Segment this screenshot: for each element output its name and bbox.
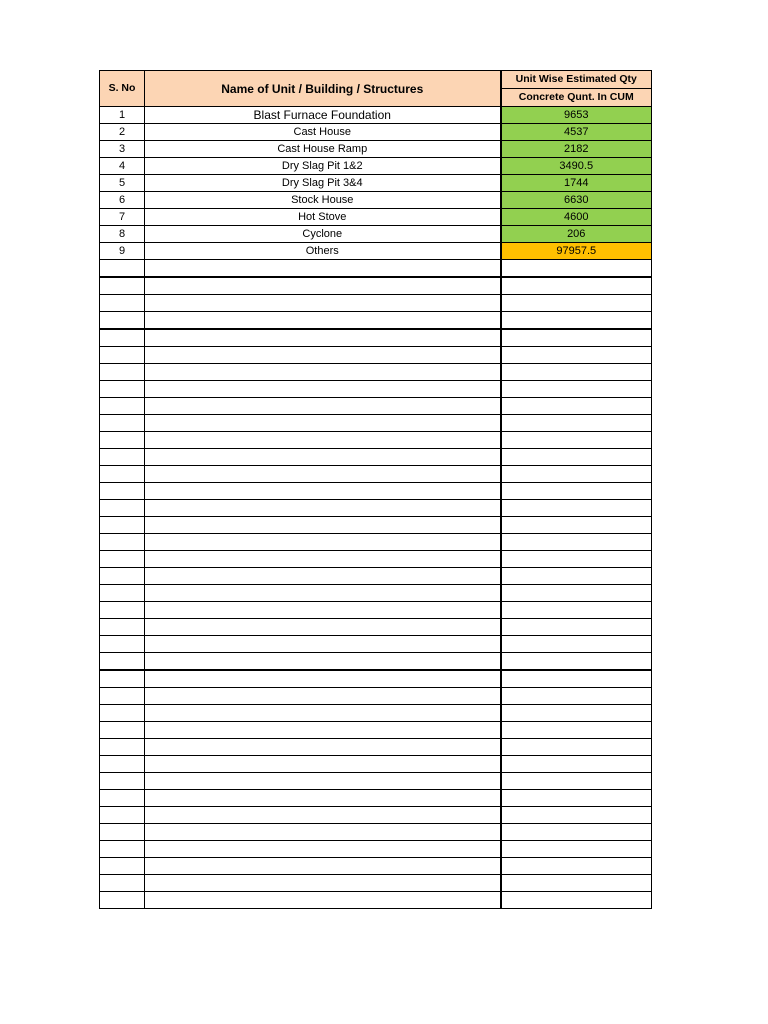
cell-qty — [501, 415, 652, 432]
cell-name — [145, 824, 501, 841]
table-row — [100, 534, 652, 551]
cell-qty — [501, 432, 652, 449]
cell-name: Cast House — [145, 124, 501, 141]
cell-name: Others — [145, 243, 501, 260]
cell-sno — [100, 824, 145, 841]
cell-sno — [100, 858, 145, 875]
cell-qty — [501, 312, 652, 330]
cell-qty — [501, 722, 652, 739]
cell-name: Cyclone — [145, 226, 501, 243]
table-row — [100, 449, 652, 466]
table-row — [100, 466, 652, 483]
cell-sno — [100, 585, 145, 602]
cell-name — [145, 636, 501, 653]
cell-sno — [100, 568, 145, 585]
cell-name — [145, 688, 501, 705]
cell-qty — [501, 568, 652, 585]
cell-name — [145, 381, 501, 398]
table-row — [100, 705, 652, 722]
cell-name — [145, 841, 501, 858]
table-row — [100, 858, 652, 875]
cell-qty — [501, 875, 652, 892]
table-row — [100, 636, 652, 653]
cell-qty — [501, 534, 652, 551]
table-row — [100, 398, 652, 415]
cell-name — [145, 517, 501, 534]
cell-sno: 6 — [100, 192, 145, 209]
table-row — [100, 653, 652, 671]
table-row — [100, 841, 652, 858]
cell-sno — [100, 312, 145, 330]
table-row — [100, 107, 652, 124]
cell-qty: 3490.5 — [501, 158, 652, 175]
table-row — [100, 756, 652, 773]
cell-name — [145, 295, 501, 312]
table-row — [100, 875, 652, 892]
table-row — [100, 158, 652, 175]
cell-qty: 2182 — [501, 141, 652, 158]
table-row — [100, 739, 652, 756]
cell-qty — [501, 585, 652, 602]
cell-name — [145, 347, 501, 364]
cell-sno — [100, 364, 145, 381]
cell-name — [145, 653, 501, 671]
cell-qty — [501, 619, 652, 636]
table-row — [100, 260, 652, 278]
cell-sno — [100, 619, 145, 636]
table-row — [100, 192, 652, 209]
table-row — [100, 773, 652, 790]
table-row — [100, 585, 652, 602]
cell-qty: 97957.5 — [501, 243, 652, 260]
table-row — [100, 329, 652, 347]
cell-sno — [100, 483, 145, 500]
cell-sno — [100, 415, 145, 432]
cell-sno — [100, 773, 145, 790]
table-row — [100, 568, 652, 585]
cell-qty — [501, 449, 652, 466]
cell-name — [145, 875, 501, 892]
cell-sno — [100, 398, 145, 415]
cell-qty — [501, 841, 652, 858]
table-row — [100, 670, 652, 688]
table-row — [100, 722, 652, 739]
cell-sno — [100, 449, 145, 466]
cell-qty — [501, 636, 652, 653]
cell-sno — [100, 260, 145, 278]
table-row — [100, 602, 652, 619]
cell-qty — [501, 773, 652, 790]
cell-sno: 3 — [100, 141, 145, 158]
cell-name: Stock House — [145, 192, 501, 209]
table-row — [100, 364, 652, 381]
cell-name — [145, 500, 501, 517]
cell-qty: 9653 — [501, 107, 652, 124]
cell-qty — [501, 398, 652, 415]
cell-name — [145, 551, 501, 568]
cell-sno — [100, 841, 145, 858]
table-row — [100, 790, 652, 807]
table-row — [100, 175, 652, 192]
cell-sno: 4 — [100, 158, 145, 175]
cell-sno — [100, 534, 145, 551]
cell-name — [145, 602, 501, 619]
table-row — [100, 124, 652, 141]
table-row — [100, 807, 652, 824]
cell-name — [145, 858, 501, 875]
cell-name — [145, 466, 501, 483]
table-row — [100, 209, 652, 226]
table-row — [100, 517, 652, 534]
cell-qty — [501, 705, 652, 722]
cell-qty — [501, 824, 652, 841]
table-row — [100, 415, 652, 432]
cell-name — [145, 773, 501, 790]
cell-sno — [100, 790, 145, 807]
cell-name — [145, 619, 501, 636]
cell-qty — [501, 670, 652, 688]
cell-sno — [100, 329, 145, 347]
table-row — [100, 226, 652, 243]
cell-qty — [501, 551, 652, 568]
cell-sno — [100, 295, 145, 312]
cell-qty: 1744 — [501, 175, 652, 192]
header-qty-top: Unit Wise Estimated Qty — [501, 71, 652, 89]
cell-sno — [100, 807, 145, 824]
cell-name — [145, 585, 501, 602]
cell-sno — [100, 602, 145, 619]
table-row — [100, 892, 652, 909]
cell-name — [145, 534, 501, 551]
cell-sno — [100, 892, 145, 909]
cell-name — [145, 483, 501, 500]
table-row — [100, 551, 652, 568]
cell-qty — [501, 739, 652, 756]
cell-name — [145, 807, 501, 824]
cell-name: Blast Furnace Foundation — [145, 107, 501, 124]
cell-sno — [100, 500, 145, 517]
table-row — [100, 295, 652, 312]
cell-name: Hot Stove — [145, 209, 501, 226]
header-qty-bottom: Concrete Qunt. In CUM — [501, 89, 652, 107]
cell-name — [145, 756, 501, 773]
cell-qty — [501, 517, 652, 534]
table-row — [100, 824, 652, 841]
cell-qty — [501, 347, 652, 364]
cell-qty — [501, 381, 652, 398]
table-row — [100, 347, 652, 364]
cell-name — [145, 790, 501, 807]
header-name: Name of Unit / Building / Structures — [145, 71, 501, 107]
cell-sno — [100, 551, 145, 568]
cell-qty — [501, 602, 652, 619]
cell-sno: 7 — [100, 209, 145, 226]
table-row — [100, 688, 652, 705]
cell-sno — [100, 722, 145, 739]
cell-name — [145, 329, 501, 347]
cell-sno: 5 — [100, 175, 145, 192]
cell-qty: 6630 — [501, 192, 652, 209]
cell-sno — [100, 636, 145, 653]
table-row — [100, 432, 652, 449]
cell-qty — [501, 653, 652, 671]
cell-sno — [100, 739, 145, 756]
cell-sno — [100, 381, 145, 398]
cell-qty — [501, 790, 652, 807]
cell-sno — [100, 875, 145, 892]
cell-qty — [501, 500, 652, 517]
cell-name — [145, 312, 501, 330]
cell-name: Cast House Ramp — [145, 141, 501, 158]
cell-name — [145, 892, 501, 909]
cell-name — [145, 277, 501, 295]
cell-name: Dry Slag Pit 3&4 — [145, 175, 501, 192]
cell-name — [145, 432, 501, 449]
table-row — [100, 312, 652, 330]
cell-qty: 4600 — [501, 209, 652, 226]
cell-sno: 2 — [100, 124, 145, 141]
cell-name — [145, 739, 501, 756]
cell-sno — [100, 670, 145, 688]
header-row — [100, 71, 652, 89]
cell-name — [145, 415, 501, 432]
concrete-quantity-table — [99, 70, 652, 909]
cell-name — [145, 670, 501, 688]
cell-sno — [100, 466, 145, 483]
cell-name — [145, 449, 501, 466]
table-row — [100, 483, 652, 500]
cell-sno — [100, 432, 145, 449]
cell-sno: 1 — [100, 107, 145, 124]
cell-sno: 8 — [100, 226, 145, 243]
cell-sno — [100, 688, 145, 705]
cell-sno — [100, 756, 145, 773]
table-row — [100, 277, 652, 295]
cell-qty — [501, 466, 652, 483]
header-sno: S. No — [100, 71, 145, 107]
cell-qty — [501, 858, 652, 875]
cell-qty — [501, 807, 652, 824]
table-row — [100, 141, 652, 158]
cell-qty — [501, 756, 652, 773]
cell-qty — [501, 260, 652, 278]
table-row — [100, 381, 652, 398]
cell-qty — [501, 364, 652, 381]
cell-name — [145, 260, 501, 278]
cell-sno — [100, 347, 145, 364]
cell-sno — [100, 653, 145, 671]
cell-qty — [501, 688, 652, 705]
table-row — [100, 619, 652, 636]
cell-qty — [501, 483, 652, 500]
cell-qty — [501, 892, 652, 909]
cell-qty — [501, 329, 652, 347]
table-row — [100, 500, 652, 517]
cell-sno — [100, 705, 145, 722]
cell-name — [145, 398, 501, 415]
table-row — [100, 243, 652, 260]
cell-sno — [100, 517, 145, 534]
table-body — [100, 71, 652, 909]
cell-qty — [501, 277, 652, 295]
cell-qty: 206 — [501, 226, 652, 243]
cell-sno: 9 — [100, 243, 145, 260]
cell-name — [145, 722, 501, 739]
cell-qty: 4537 — [501, 124, 652, 141]
cell-sno — [100, 277, 145, 295]
cell-name — [145, 568, 501, 585]
cell-name — [145, 364, 501, 381]
cell-name: Dry Slag Pit 1&2 — [145, 158, 501, 175]
cell-name — [145, 705, 501, 722]
cell-qty — [501, 295, 652, 312]
